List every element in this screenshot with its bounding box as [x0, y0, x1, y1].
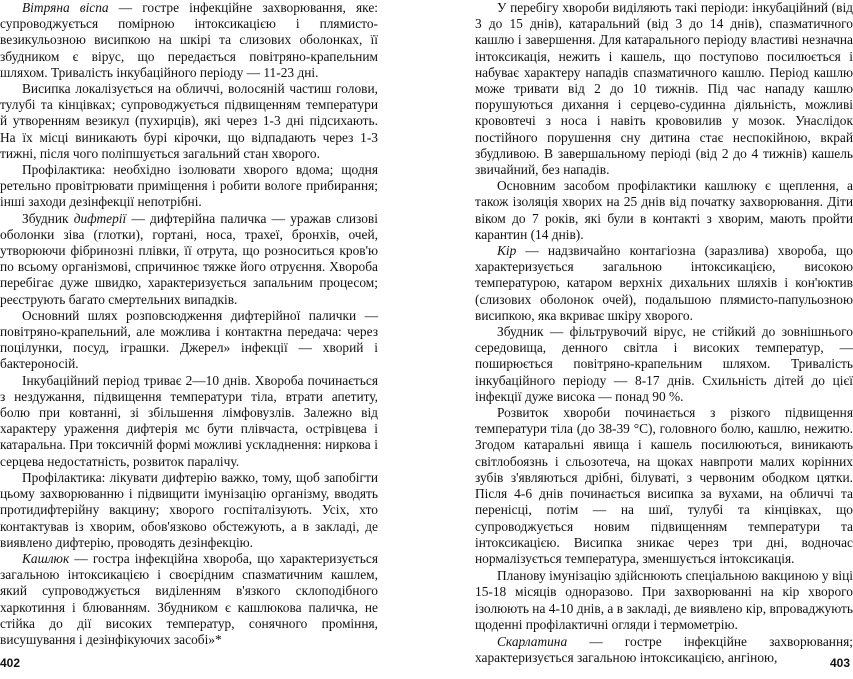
paragraph-measles-immunization: Планову імунізацію здійснюють спеціальною вакциною у віці 15-18 місяців одноразово. При захворюванні на кір хворого ізолюють на 4-10 днів, а в закладі, де виявлено кір, впроваджують щоденні профілактичні огляди і термометрію.: [475, 568, 853, 632]
paragraph-cough-periods: У перебігу хвороби виділяють такі періоди: інкубаційний (від 3 до 15 днів), катаральний (від 3 до 14 днів), спазматичного кашлю і завершення. Для катарального періоду властиві незначна інтоксикація, нежить і кашель, що поступово посилюється і набуває характеру нападів спазматичного кашлю. Період кашлю може тривати від 2 до 10 тижнів. Під час нападу кашлю порушуються дихання і серцево-судинна діяльність, можливі крововтечі з носа і навіть крововилив у мозок. Унаслідок постійного порушення сну дитина стає неспокійною, вкрай збудливою. В завершальному періоді (від 2 до 4 тижнів) кашель звичайний, без нападів.: [475, 0, 853, 178]
paragraph-cough-prevention: Основним засобом профілактики кашлюку є щеплення, а також ізоляція хворих на 25 днів від початку захворювання. Діти віком до 7 років, які були в контакті з хворим, мають пройти карантин (14 днів).: [475, 178, 853, 242]
page-number-left: 402: [0, 656, 21, 670]
right-page-text: [475, 0, 853, 666]
term-diphtheria: дифтерії: [73, 210, 127, 226]
paragraph-diphtheria-incubation: Інкубаційний період триває 2—10 днів. Хвороба починається з нездужання, підвищення температури тіла, втрати апетиту, болю при ковтанні, зі збільшення лімфовузлів. Залежно від характеру ураження дифтерія мс бути плівчаста, острівцева і катаральна. При токсичній формі можливі ускладнення: ниркова і серцева недостатність, розвиток паралічу.: [0, 372, 378, 469]
page-number-right: 403: [830, 656, 851, 670]
paragraph-measles-pathogen: Збудник — фільтрувочий вірус, не стійкий до зовнішнього середовища, денного світла і високих температур, — поширюється повітряно-крапельним шляхом. Тривалість інкубаційного періоду — 8-17 днів. Схильність дітей до цієї інфекції дуже висока — понад 90 %.: [475, 324, 853, 404]
paragraph-chickenpox-prevention: Профілактика: необхідно ізолювати хворого вдома; щодня ретельно провітрювати приміщення і робити вологе прибирання; інші заходи дезінфекції непотрібні.: [0, 162, 378, 210]
paragraph-scarlet-fever: Скарлатина — гостре інфекційне захворювання; характеризується загальною інтоксикацією, ангіною,: [475, 633, 853, 666]
term-whooping-cough: Кашлюк: [22, 550, 70, 566]
paragraph-measles: Кір — надзвичайно контагіозна (заразлива) хвороба, що характеризується загальною інтоксикацією, високою температурою, катаром верхніх дихальних шляхів і кон'юктив (слизових оболонок очей), подальшою плямисто-папульозною висипкою, яка вкриває шкіру хворого.: [475, 243, 853, 323]
paragraph-diphtheria-prevention: Профілактика: лікувати дифтерію важко, тому, щоб запобігти цьому захворюванню і підвищити імунізацію організму, вводять протидифтерійну вакцину; хворого госпіталізують. Усіх, хто контактував із хворим, обов'язково обстежують, а в закладі, де виявлено дифтерію, проводять дезінфекцію.: [0, 469, 378, 550]
paragraph-rash: Висипка локалізується на обличчі, волосяній частиш голови, тулубі та кінцівках; супроводжується підвищенням температури й утворенням везикул (пухирців), які через 1-3 дні підсихають. На їх місці виникають бурі кірочки, що відпадають через 1-3 тижні, після чого поліпшується загальний стан хворого.: [0, 81, 378, 161]
paragraph-whooping-cough: Кашлюк — гостра інфекційна хвороба, що характеризується загальною інтоксикацією і своєрідним спазматичним кашлем, який супроводжується виділенням в'язкого склоподібного харкотиння і блюванням. Збудником є кашлюкова паличка, не стійка до дії високих температур, сонячного проміння, висушування і дезінфікуючих засобі»*: [0, 550, 378, 647]
paragraph-chickenpox: Вітряна віспа — гостре інфекційне захворювання, яке: супроводжується помірною інтоксикацією і плямисто-везикульозною висипкою на шкірі та слизових оболонках, її збудником є вірус, що передається повітряно-крапельним шляхом. Тривалість інкубаційного періоду — 11-23 дні.: [0, 0, 378, 80]
term-chickenpox: Вітряна віспа: [22, 0, 109, 15]
term-measles: Кір: [497, 243, 517, 259]
paragraph-diphtheria: Збудник дифтерії — дифтерійна паличка — уражав слизові оболонки зіва (глотки), гортані, носа, трахеї, бронхів, очей, утворюючи фібринозні плівки, її отрута, що розноситься кров'ю по всьому організмові, спричинює тяжке його отруєння. Хвороба перебігає дуже швидко, характеризується запальним процесом; реєструють багато смертельних випадків.: [0, 210, 378, 307]
term-scarlet-fever: Скарлатина: [497, 633, 568, 649]
paragraph-diphtheria-spread: Основний шлях розповсюдження дифтерійної палички — повітряно-крапельний, але можлива і контактна передача: через поцілунки, посуд, іграшки. Джерел» інфекції — хворий і бактероносій.: [0, 307, 378, 372]
paragraph-measles-course: Розвиток хвороби починається з різкого підвищення температури тіла (до 38-39 °С), головного болю, кашлю, нежитю. Згодом катаральні явища і кашель посилюються, виникають світлобоязнь і сльозотеча, на щоках навпроти малих корінних зубів з'являються дрібні, білуваті, з червоним ободком цятки. Після 4-6 днів починається висипка за вухами, на обличчі та перенісці, потім — на шиї, тулубі та кінцівках, що супроводжується новим підвищенням температури та інтоксикацією. Висипка зникає через три дні, водночас нормалізується температура, зменшується інтоксикація.: [475, 405, 853, 566]
left-page-text: [0, 0, 378, 648]
